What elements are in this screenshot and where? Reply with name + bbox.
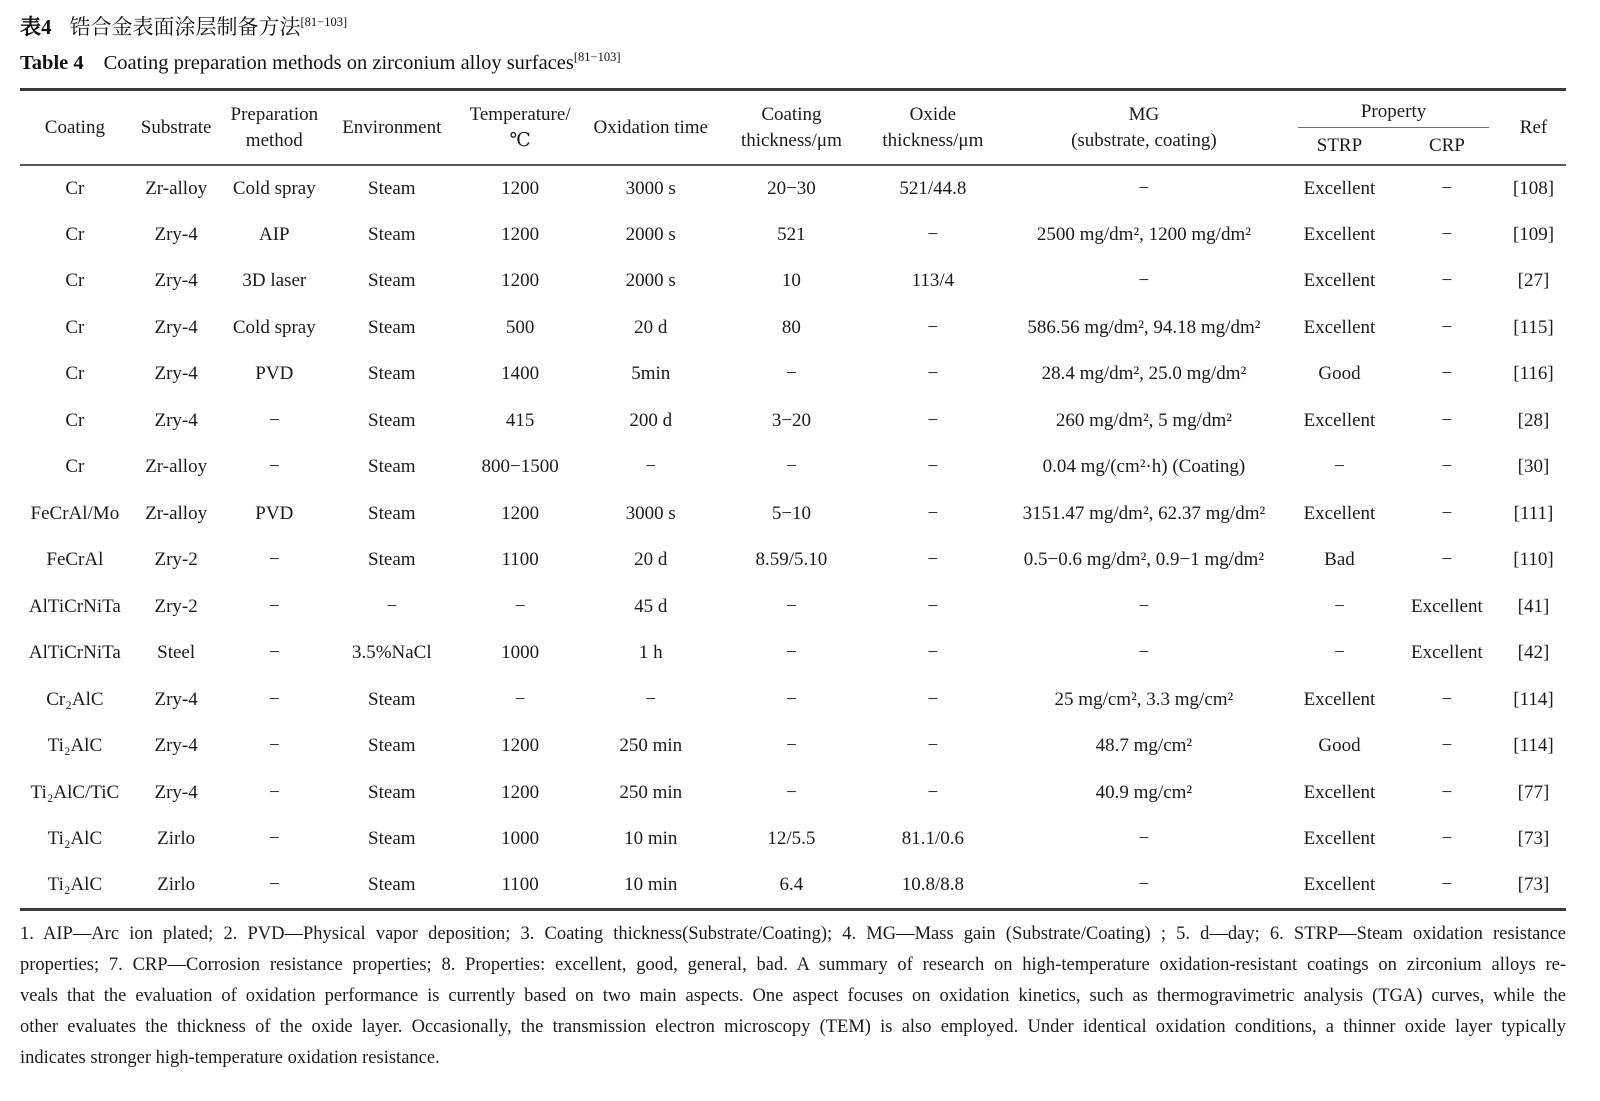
table-cell: [110] <box>1513 549 1554 571</box>
table-cell: − <box>1138 177 1150 199</box>
table-row <box>20 305 1566 352</box>
col-header-strp: STRP <box>1316 135 1363 156</box>
table-cell: 521/44.8 <box>899 177 967 199</box>
table-row <box>20 584 1566 631</box>
table-cell: 250 min <box>619 781 683 803</box>
col-header-substrate: Substrate <box>140 116 212 138</box>
table-title-zh <box>20 12 1566 42</box>
table-cell: [30] <box>1517 456 1550 478</box>
table-cell: 10.8/8.8 <box>901 874 965 895</box>
table-cell: − <box>927 688 939 710</box>
table-cell: 250 min <box>619 735 683 757</box>
table-cell: Steel <box>157 642 196 664</box>
table-cell: Steam <box>368 409 416 431</box>
table-cell: Excellent <box>1303 316 1376 338</box>
table-cell: FeCrAl/Mo <box>30 502 120 524</box>
table-row <box>20 398 1566 445</box>
table-row <box>20 537 1566 584</box>
table-cell: − <box>927 316 939 338</box>
table-cell: Zry-4 <box>154 270 198 292</box>
col-header-oxidation-time: Oxidation time <box>593 116 708 138</box>
table-cell: Cold spray <box>232 316 316 338</box>
table-cell: Cr <box>65 223 85 245</box>
table-cell: Cr₂AlC <box>46 688 104 710</box>
table-cell: [115] <box>1513 316 1554 338</box>
table-cell: Excellent <box>1303 409 1376 431</box>
table-cell: 80 <box>781 316 801 338</box>
table-title-zh-text: 锆合金表面涂层制备方法 <box>69 15 301 39</box>
table-cell: [77] <box>1517 781 1550 803</box>
table-cell: Zry-4 <box>154 409 198 431</box>
table-cell: Zr-alloy <box>145 177 208 199</box>
col-header-mg <box>1002 90 1286 166</box>
table-row <box>20 165 1566 212</box>
col-header-ref: Ref <box>1519 116 1548 138</box>
table-cell: − <box>927 595 939 617</box>
table-cell: 10 min <box>624 874 678 895</box>
table-cell: − <box>1441 177 1453 199</box>
table-cell: Good <box>1318 735 1361 757</box>
col-header-coating-thickness <box>719 90 864 166</box>
table-cell: − <box>1138 874 1150 895</box>
table-cell: PVD <box>255 502 294 524</box>
table-row <box>20 630 1566 677</box>
table-cell: 1400 <box>501 363 540 385</box>
table-cell: Cold spray <box>232 177 316 199</box>
table-cell: 3.5%NaCl <box>351 642 432 664</box>
table-cell: [114] <box>1513 688 1554 710</box>
table-cell: Steam <box>368 688 416 710</box>
table-row <box>20 816 1566 863</box>
table-row <box>20 258 1566 305</box>
table-cell: [28] <box>1517 409 1550 431</box>
table-cell: Cr <box>65 456 85 478</box>
table-cell: − <box>386 595 398 617</box>
table-cell: Steam <box>368 828 416 850</box>
table-cell: 12/5.5 <box>767 828 816 850</box>
table-cell: Ti₂AlC <box>47 828 103 850</box>
table-header <box>20 90 1566 166</box>
table-cell: − <box>1441 735 1453 757</box>
table-cell: Ti₂AlC <box>47 874 103 895</box>
table-cell: − <box>927 735 939 757</box>
table-cell: − <box>1334 642 1345 664</box>
footnote-line: other evaluates the thickness of the oxide layer. Occasionally, the transmission electron microscopy (TEM) is also employed. Under identical oxidation conditions, a thinner oxide layer typically <box>20 1016 1566 1037</box>
table-cell: 415 <box>505 409 535 431</box>
table-cell: 2000 s <box>625 270 676 292</box>
table-cell: 1200 <box>501 223 540 245</box>
table-cell: Steam <box>368 363 416 385</box>
table-title-en <box>20 49 1566 77</box>
table-title-en-citation: [81−103] <box>573 50 621 65</box>
table-body <box>20 165 1566 909</box>
table-cell: AlTiCrNiTa <box>28 642 121 664</box>
col-header-mg-line1: MG <box>1128 103 1160 125</box>
table-cell: − <box>268 409 280 431</box>
table-cell: − <box>268 549 280 571</box>
table-cell: − <box>268 874 280 895</box>
table-cell: 1200 <box>501 502 540 524</box>
col-header-preparation-method <box>223 90 327 166</box>
table-cell: − <box>786 595 797 617</box>
table-row <box>20 212 1566 259</box>
table-cell: 1200 <box>501 177 540 199</box>
table-cell: 1000 <box>501 642 540 664</box>
table-cell: 1100 <box>501 549 539 571</box>
table-cell: − <box>786 642 797 664</box>
table-cell: 20 d <box>634 316 668 338</box>
table-cell: − <box>268 688 280 710</box>
footnote-line: indicates stronger high-temperature oxidation resistance. <box>20 1047 440 1068</box>
col-header-property: Property <box>1298 91 1489 128</box>
table-cell: 48.7 mg/cm² <box>1095 735 1193 757</box>
table-cell: − <box>268 781 280 803</box>
col-header-property-group <box>1286 90 1501 129</box>
table-cell: Excellent <box>1411 642 1483 664</box>
table-cell: Ti₂AlC/TiC <box>30 781 120 803</box>
table-title-zh-label: 表4 <box>20 15 52 39</box>
table-cell: Steam <box>368 874 416 895</box>
table-cell: Excellent <box>1303 874 1376 895</box>
table-cell: Bad <box>1324 549 1355 571</box>
table-cell: 113/4 <box>911 270 955 292</box>
table-row <box>20 770 1566 817</box>
table-cell: − <box>1441 781 1453 803</box>
table-row <box>20 351 1566 398</box>
table-cell: 3−20 <box>771 409 812 431</box>
table-cell: − <box>927 781 939 803</box>
table-title-zh-citation: [81−103] <box>300 15 348 29</box>
table-cell: 1200 <box>501 735 540 757</box>
table-cell: 0.5−0.6 mg/dm², 0.9−1 mg/dm² <box>1023 549 1265 571</box>
table-cell: Excellent <box>1303 828 1376 850</box>
col-header-crp: CRP <box>1428 135 1465 156</box>
table-cell: 40.9 mg/cm² <box>1095 781 1193 803</box>
col-header-preparation-line1: Preparation <box>230 103 319 125</box>
table-cell: FeCrAl <box>46 549 104 571</box>
table-cell: Steam <box>368 549 416 571</box>
table-row <box>20 677 1566 724</box>
table-cell: − <box>268 642 280 664</box>
col-header-oxide-thickness <box>864 90 1002 166</box>
table-cell: Cr <box>65 270 85 292</box>
footnote-line: 1. AIP—Arc ion plated; 2. PVD—Physical vapor deposition; 3. Coating thickness(Substrate/Coating); 4. MG—Mass gain (Substrate/Coating) ; 5. d—day; 6. STRP—Steam oxidation resistance <box>20 923 1566 944</box>
table-cell: 20 d <box>634 549 668 571</box>
table-cell: − <box>786 688 797 710</box>
table-cell: − <box>1138 642 1150 664</box>
col-header-coating-thickness-line2: thickness/μm <box>740 129 842 151</box>
table-cell: Zirlo <box>157 828 196 850</box>
table-cell: 25 mg/cm², 3.3 mg/cm² <box>1054 688 1234 710</box>
table-cell: [108] <box>1512 177 1555 199</box>
table-cell: Ti₂AlC <box>47 735 103 757</box>
table-cell: Excellent <box>1303 502 1376 524</box>
table-cell: − <box>1441 223 1453 245</box>
table-cell: − <box>268 828 280 850</box>
table-cell: 20−30 <box>767 177 816 199</box>
table-cell: 1200 <box>501 781 540 803</box>
table-cell: − <box>1441 549 1453 571</box>
table-cell: − <box>1441 874 1453 895</box>
col-header-coating: Coating <box>44 116 105 138</box>
table-cell: − <box>514 688 526 710</box>
table-cell: Steam <box>368 735 416 757</box>
table-cell: [73] <box>1517 874 1550 895</box>
table-cell: [114] <box>1513 735 1554 757</box>
table-cell: Cr <box>65 363 85 385</box>
table-row <box>20 444 1566 491</box>
table-cell: 1000 <box>501 828 540 850</box>
footnote-line: veals that the evaluation of oxidation performance is currently based on two main aspects. One aspect focuses on oxidation kinetics, such as thermogravimetric analysis (TGA) curves, while the <box>20 985 1566 1006</box>
table-cell: 28.4 mg/dm², 25.0 mg/dm² <box>1041 363 1247 385</box>
table-cell: 1100 <box>501 874 539 895</box>
table-cell: − <box>1138 270 1150 292</box>
table-cell: − <box>645 456 657 478</box>
table-cell: 8.59/5.10 <box>755 549 828 571</box>
table-cell: Steam <box>368 456 416 478</box>
table-cell: 10 min <box>624 828 678 850</box>
table-cell: 3D laser <box>242 270 307 292</box>
col-header-oxide-thickness-line1: Oxide <box>909 103 957 125</box>
table-cell: − <box>927 363 939 385</box>
col-header-temperature <box>458 90 583 166</box>
table-cell: [109] <box>1512 223 1555 245</box>
col-header-temperature-line1: Temperature/ <box>469 103 571 125</box>
table-cell: AIP <box>258 223 290 245</box>
table-cell: Excellent <box>1303 688 1376 710</box>
table-cell: 800−1500 <box>481 456 559 478</box>
table-title-en-text: Coating preparation methods on zirconium alloy surfaces <box>103 52 574 74</box>
table-cell: [116] <box>1513 363 1554 385</box>
table-cell: − <box>786 363 797 385</box>
table-cell: Zry-4 <box>154 316 198 338</box>
table-cell: − <box>1334 595 1345 617</box>
table-cell: − <box>927 502 939 524</box>
table-cell: − <box>1441 363 1453 385</box>
table-cell: Steam <box>368 502 416 524</box>
table-cell: Steam <box>368 270 416 292</box>
table-cell: Steam <box>368 781 416 803</box>
table-cell: Steam <box>368 223 416 245</box>
table-cell: 586.56 mg/dm², 94.18 mg/dm² <box>1027 316 1261 338</box>
table-cell: − <box>927 642 939 664</box>
table-cell: [111] <box>1513 502 1554 524</box>
table-cell: − <box>927 456 939 478</box>
table-cell: 2000 s <box>625 223 676 245</box>
table-cell: Zry-4 <box>154 735 198 757</box>
table-cell: 260 mg/dm², 5 mg/dm² <box>1055 409 1232 431</box>
table-cell: 3000 s <box>625 502 676 524</box>
table-cell: − <box>786 456 797 478</box>
table-cell: 500 <box>505 316 535 338</box>
table-cell: [73] <box>1517 828 1550 850</box>
table-cell: − <box>1441 456 1453 478</box>
table-cell: 521 <box>777 223 806 245</box>
table-cell: [41] <box>1517 595 1550 617</box>
table-cell: 2500 mg/dm², 1200 mg/dm² <box>1036 223 1251 245</box>
table-cell: 45 d <box>634 595 668 617</box>
col-header-environment: Environment <box>342 116 442 138</box>
table-cell: Zry-4 <box>154 363 198 385</box>
table-cell: Excellent <box>1303 270 1376 292</box>
table-footnote <box>20 919 1566 1074</box>
table-cell: − <box>268 456 280 478</box>
table-cell: 1 h <box>638 642 663 664</box>
table-cell: 5−10 <box>771 502 812 524</box>
table-cell: − <box>927 223 939 245</box>
table-cell: Excellent <box>1303 223 1376 245</box>
table-cell: Cr <box>65 409 85 431</box>
table-cell: 1200 <box>501 270 540 292</box>
table-cell: Excellent <box>1303 177 1376 199</box>
table-cell: 0.04 mg/(cm²·h) (Coating) <box>1042 456 1246 478</box>
table-cell: − <box>1334 456 1345 478</box>
table-cell: Cr <box>65 177 85 199</box>
table-row <box>20 723 1566 770</box>
table-cell: 10 <box>781 270 801 292</box>
footnote-line: properties; 7. CRP—Corrosion resistance properties; 8. Properties: excellent, good, general, bad. A summary of research on high-temperature oxidation-resistant coatings on zirconium alloys re- <box>20 954 1566 975</box>
table-cell: − <box>786 781 797 803</box>
table-cell: − <box>514 595 526 617</box>
table-cell: − <box>786 735 797 757</box>
table-cell: 6.4 <box>779 874 804 895</box>
table-cell: Zry-4 <box>154 781 198 803</box>
table-cell: Excellent <box>1411 595 1483 617</box>
table-cell: − <box>1441 270 1453 292</box>
table-cell: 200 d <box>629 409 673 431</box>
col-header-coating-thickness-line1: Coating <box>761 103 822 125</box>
col-header-preparation-line2: method <box>245 129 303 151</box>
table-cell: − <box>1441 502 1453 524</box>
table-cell: Zr-alloy <box>145 456 208 478</box>
col-header-mg-line2: (substrate, coating) <box>1071 129 1217 151</box>
table-cell: − <box>1441 409 1453 431</box>
table-cell: Zirlo <box>157 874 196 895</box>
table-cell: 81.1/0.6 <box>901 828 965 850</box>
table-cell: Cr <box>65 316 85 338</box>
table-cell: Zr-alloy <box>145 502 208 524</box>
table-cell: − <box>927 409 939 431</box>
table-cell: − <box>1441 316 1453 338</box>
table-cell: Zry-4 <box>154 688 198 710</box>
table-cell: AlTiCrNiTa <box>28 595 121 617</box>
table-row <box>20 863 1566 910</box>
table-row <box>20 491 1566 538</box>
table-cell: 3151.47 mg/dm², 62.37 mg/dm² <box>1022 502 1266 524</box>
coatings-table <box>20 88 1566 911</box>
table-cell: 3000 s <box>625 177 676 199</box>
table-cell: Zry-4 <box>154 223 198 245</box>
table-cell: − <box>927 549 939 571</box>
col-header-temperature-line2: ℃ <box>509 129 531 151</box>
table-cell: − <box>1138 828 1150 850</box>
table-cell: 5min <box>631 363 671 385</box>
table-cell: − <box>1138 595 1150 617</box>
table-cell: − <box>1441 688 1453 710</box>
table-cell: Zry-2 <box>154 549 198 571</box>
table-cell: Excellent <box>1303 781 1376 803</box>
table-cell: Steam <box>368 177 416 199</box>
table-cell: − <box>268 735 280 757</box>
col-header-oxide-thickness-line2: thickness/μm <box>882 129 984 151</box>
table-cell: Good <box>1318 363 1361 385</box>
table-cell: − <box>1441 828 1453 850</box>
table-cell: Steam <box>368 316 416 338</box>
table-cell: − <box>268 595 280 617</box>
table-cell: PVD <box>255 363 294 385</box>
table-cell: − <box>645 688 657 710</box>
table-title-en-label: Table 4 <box>20 52 84 74</box>
table-cell: [27] <box>1517 270 1550 292</box>
table-cell: Zry-2 <box>154 595 198 617</box>
table-cell: [42] <box>1517 642 1550 664</box>
